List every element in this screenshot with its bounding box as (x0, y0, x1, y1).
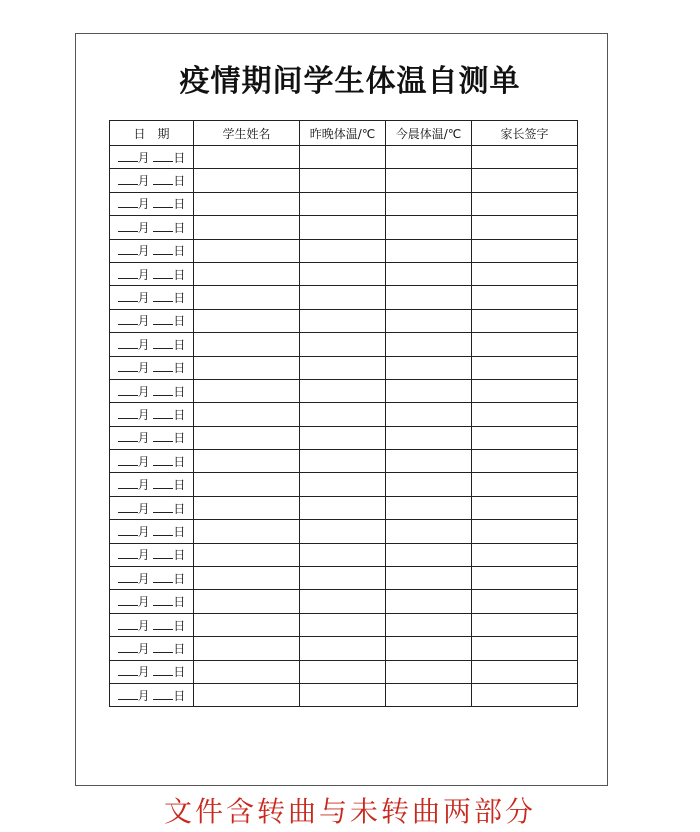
day-blank[interactable] (153, 478, 173, 489)
month-label: 月 (137, 244, 150, 259)
date-cell[interactable] (110, 146, 194, 169)
evening-temp-cell[interactable] (300, 590, 386, 613)
parent-signature-cell[interactable] (472, 403, 578, 426)
table-row (110, 613, 578, 636)
date-cell[interactable] (110, 169, 194, 192)
morning-temp-cell[interactable] (386, 146, 472, 169)
table-row (110, 216, 578, 239)
student-name-cell[interactable] (194, 590, 300, 613)
evening-temp-cell[interactable] (300, 473, 386, 496)
table-row (110, 356, 578, 379)
day-label: 日 (173, 244, 186, 259)
month-blank[interactable] (118, 478, 138, 489)
month-blank[interactable] (118, 314, 138, 325)
day-blank[interactable] (153, 665, 173, 676)
student-name-cell[interactable] (194, 146, 300, 169)
student-name-cell[interactable] (194, 403, 300, 426)
day-label: 日 (173, 197, 186, 212)
date-cell[interactable] (110, 286, 194, 309)
parent-signature-cell[interactable] (472, 379, 578, 402)
table-row (110, 333, 578, 356)
parent-signature-cell[interactable] (472, 333, 578, 356)
date-cell[interactable] (110, 450, 194, 473)
day-blank[interactable] (153, 314, 173, 325)
evening-temp-cell[interactable] (300, 543, 386, 566)
evening-temp-cell[interactable] (300, 637, 386, 660)
month-label: 月 (137, 267, 150, 282)
day-blank[interactable] (153, 619, 173, 630)
student-name-cell[interactable] (194, 450, 300, 473)
morning-temp-cell[interactable] (386, 356, 472, 379)
morning-temp-cell[interactable] (386, 590, 472, 613)
day-label: 日 (173, 641, 186, 656)
month-blank[interactable] (118, 221, 138, 232)
evening-temp-cell[interactable] (300, 379, 386, 402)
evening-temp-cell[interactable] (300, 683, 386, 706)
date-cell[interactable] (110, 239, 194, 262)
student-name-cell[interactable] (194, 496, 300, 519)
date-cell[interactable] (110, 403, 194, 426)
day-label: 日 (173, 595, 186, 610)
evening-temp-cell[interactable] (300, 192, 386, 215)
student-name-cell[interactable] (194, 660, 300, 683)
month-blank[interactable] (118, 338, 138, 349)
day-label: 日 (173, 501, 186, 516)
day-blank[interactable] (153, 291, 173, 302)
student-name-cell[interactable] (194, 683, 300, 706)
evening-temp-cell[interactable] (300, 567, 386, 590)
student-name-cell[interactable] (194, 473, 300, 496)
day-label: 日 (173, 150, 186, 165)
table-row (110, 683, 578, 706)
day-blank[interactable] (153, 408, 173, 419)
date-cell[interactable] (110, 683, 194, 706)
student-name-cell[interactable] (194, 309, 300, 332)
parent-signature-cell[interactable] (472, 567, 578, 590)
morning-temp-cell[interactable] (386, 520, 472, 543)
morning-temp-cell[interactable] (386, 660, 472, 683)
month-label: 月 (137, 174, 150, 189)
evening-temp-cell[interactable] (300, 286, 386, 309)
student-name-cell[interactable] (194, 520, 300, 543)
parent-signature-cell[interactable] (472, 473, 578, 496)
day-label: 日 (173, 524, 186, 539)
table-row (110, 450, 578, 473)
date-cell[interactable] (110, 356, 194, 379)
month-blank[interactable] (118, 244, 138, 255)
month-blank[interactable] (118, 385, 138, 396)
day-label: 日 (173, 548, 186, 563)
day-blank[interactable] (153, 197, 173, 208)
date-cell[interactable] (110, 473, 194, 496)
morning-temp-cell[interactable] (386, 450, 472, 473)
parent-signature-cell[interactable] (472, 660, 578, 683)
day-blank[interactable] (153, 431, 173, 442)
month-label: 月 (137, 314, 150, 329)
date-cell[interactable] (110, 216, 194, 239)
parent-signature-cell[interactable] (472, 239, 578, 262)
col-header-student-name: 学生姓名 (194, 121, 300, 146)
month-label: 月 (137, 641, 150, 656)
header-row (110, 121, 578, 146)
day-blank[interactable] (153, 361, 173, 372)
month-blank[interactable] (118, 431, 138, 442)
table-row (110, 309, 578, 332)
month-label: 月 (137, 407, 150, 422)
day-blank[interactable] (153, 268, 173, 279)
month-blank[interactable] (118, 619, 138, 630)
table-row (110, 262, 578, 285)
month-label: 月 (137, 291, 150, 306)
parent-signature-cell[interactable] (472, 683, 578, 706)
date-cell[interactable] (110, 543, 194, 566)
day-label: 日 (173, 337, 186, 352)
month-blank[interactable] (118, 455, 138, 466)
month-label: 月 (137, 548, 150, 563)
student-name-cell[interactable] (194, 216, 300, 239)
day-blank[interactable] (153, 385, 173, 396)
table-row (110, 403, 578, 426)
month-blank[interactable] (118, 642, 138, 653)
day-blank[interactable] (153, 572, 173, 583)
morning-temp-cell[interactable] (386, 169, 472, 192)
evening-temp-cell[interactable] (300, 309, 386, 332)
student-name-cell[interactable] (194, 169, 300, 192)
day-blank[interactable] (153, 221, 173, 232)
date-cell[interactable] (110, 262, 194, 285)
day-label: 日 (173, 314, 186, 329)
table-row (110, 520, 578, 543)
col-header-parent-signature: 家长签字 (472, 121, 578, 146)
morning-temp-cell[interactable] (386, 333, 472, 356)
student-name-cell[interactable] (194, 286, 300, 309)
table-row (110, 192, 578, 215)
student-name-cell[interactable] (194, 356, 300, 379)
day-label: 日 (173, 431, 186, 446)
footer-note: 文件含转曲与未转曲两部分 (163, 795, 536, 828)
parent-signature-cell[interactable] (472, 192, 578, 215)
evening-temp-cell[interactable] (300, 146, 386, 169)
evening-temp-cell[interactable] (300, 333, 386, 356)
day-label: 日 (173, 291, 186, 306)
date-cell[interactable] (110, 496, 194, 519)
table-row (110, 496, 578, 519)
month-blank[interactable] (118, 151, 138, 162)
evening-temp-cell[interactable] (300, 169, 386, 192)
student-name-cell[interactable] (194, 239, 300, 262)
parent-signature-cell[interactable] (472, 590, 578, 613)
day-blank[interactable] (153, 502, 173, 513)
day-blank[interactable] (153, 455, 173, 466)
date-cell[interactable] (110, 590, 194, 613)
parent-signature-cell[interactable] (472, 496, 578, 519)
parent-signature-cell[interactable] (472, 169, 578, 192)
day-blank[interactable] (153, 548, 173, 559)
morning-temp-cell[interactable] (386, 403, 472, 426)
month-blank[interactable] (118, 408, 138, 419)
month-label: 月 (137, 361, 150, 376)
table-row (110, 169, 578, 192)
month-blank[interactable] (118, 689, 138, 700)
student-name-cell[interactable] (194, 192, 300, 215)
date-cell[interactable] (110, 333, 194, 356)
table-row (110, 637, 578, 660)
day-blank[interactable] (153, 525, 173, 536)
month-blank[interactable] (118, 548, 138, 559)
parent-signature-cell[interactable] (472, 543, 578, 566)
morning-temp-cell[interactable] (386, 262, 472, 285)
evening-temp-cell[interactable] (300, 403, 386, 426)
parent-signature-cell[interactable] (472, 613, 578, 636)
table-row (110, 426, 578, 449)
month-label: 月 (137, 595, 150, 610)
month-blank[interactable] (118, 268, 138, 279)
month-blank[interactable] (118, 197, 138, 208)
table-row (110, 379, 578, 402)
day-label: 日 (173, 688, 186, 703)
evening-temp-cell[interactable] (300, 239, 386, 262)
col-header-morning-temp: 今晨体温/℃ (386, 121, 472, 146)
evening-temp-cell[interactable] (300, 613, 386, 636)
month-label: 月 (137, 454, 150, 469)
day-blank[interactable] (153, 595, 173, 606)
parent-signature-cell[interactable] (472, 286, 578, 309)
morning-temp-cell[interactable] (386, 379, 472, 402)
student-name-cell[interactable] (194, 333, 300, 356)
morning-temp-cell[interactable] (386, 496, 472, 519)
table-row (110, 286, 578, 309)
day-label: 日 (173, 618, 186, 633)
parent-signature-cell[interactable] (472, 637, 578, 660)
student-name-cell[interactable] (194, 379, 300, 402)
col-header-date: 日 期 (110, 121, 194, 146)
month-blank[interactable] (118, 572, 138, 583)
student-name-cell[interactable] (194, 543, 300, 566)
morning-temp-cell[interactable] (386, 426, 472, 449)
date-cell[interactable] (110, 309, 194, 332)
table-row (110, 660, 578, 683)
morning-temp-cell[interactable] (386, 309, 472, 332)
morning-temp-cell[interactable] (386, 613, 472, 636)
table-row (110, 543, 578, 566)
day-blank[interactable] (153, 689, 173, 700)
day-label: 日 (173, 384, 186, 399)
month-label: 月 (137, 501, 150, 516)
date-cell[interactable] (110, 567, 194, 590)
month-label: 月 (137, 220, 150, 235)
morning-temp-cell[interactable] (386, 683, 472, 706)
month-blank[interactable] (118, 502, 138, 513)
morning-temp-cell[interactable] (386, 192, 472, 215)
day-blank[interactable] (153, 338, 173, 349)
parent-signature-cell[interactable] (472, 309, 578, 332)
morning-temp-cell[interactable] (386, 216, 472, 239)
evening-temp-cell[interactable] (300, 262, 386, 285)
evening-temp-cell[interactable] (300, 356, 386, 379)
date-cell[interactable] (110, 379, 194, 402)
date-cell[interactable] (110, 660, 194, 683)
day-blank[interactable] (153, 244, 173, 255)
month-label: 月 (137, 431, 150, 446)
table-row (110, 473, 578, 496)
form-title: 疫情期间学生体温自测单 (179, 64, 521, 99)
day-blank[interactable] (153, 151, 173, 162)
day-blank[interactable] (153, 174, 173, 185)
month-label: 月 (137, 478, 150, 493)
parent-signature-cell[interactable] (472, 450, 578, 473)
month-label: 月 (137, 384, 150, 399)
student-name-cell[interactable] (194, 426, 300, 449)
month-blank[interactable] (118, 361, 138, 372)
col-header-evening-temp: 昨晚体温/℃ (300, 121, 386, 146)
month-blank[interactable] (118, 595, 138, 606)
morning-temp-cell[interactable] (386, 543, 472, 566)
day-label: 日 (173, 571, 186, 586)
month-label: 月 (137, 665, 150, 680)
month-blank[interactable] (118, 665, 138, 676)
morning-temp-cell[interactable] (386, 286, 472, 309)
date-cell[interactable] (110, 192, 194, 215)
day-blank[interactable] (153, 642, 173, 653)
parent-signature-cell[interactable] (472, 426, 578, 449)
table-row (110, 567, 578, 590)
day-label: 日 (173, 220, 186, 235)
morning-temp-cell[interactable] (386, 567, 472, 590)
date-cell[interactable] (110, 637, 194, 660)
evening-temp-cell[interactable] (300, 520, 386, 543)
student-name-cell[interactable] (194, 637, 300, 660)
evening-temp-cell[interactable] (300, 216, 386, 239)
temperature-table (109, 120, 578, 707)
day-label: 日 (173, 267, 186, 282)
month-label: 月 (137, 150, 150, 165)
day-label: 日 (173, 665, 186, 680)
parent-signature-cell[interactable] (472, 520, 578, 543)
evening-temp-cell[interactable] (300, 660, 386, 683)
month-label: 月 (137, 524, 150, 539)
parent-signature-cell[interactable] (472, 146, 578, 169)
morning-temp-cell[interactable] (386, 473, 472, 496)
day-label: 日 (173, 478, 186, 493)
day-label: 日 (173, 361, 186, 376)
date-cell[interactable] (110, 613, 194, 636)
parent-signature-cell[interactable] (472, 262, 578, 285)
month-label: 月 (137, 571, 150, 586)
month-blank[interactable] (118, 291, 138, 302)
month-label: 月 (137, 618, 150, 633)
student-name-cell[interactable] (194, 567, 300, 590)
evening-temp-cell[interactable] (300, 496, 386, 519)
table-row (110, 146, 578, 169)
evening-temp-cell[interactable] (300, 450, 386, 473)
month-label: 月 (137, 337, 150, 352)
day-label: 日 (173, 174, 186, 189)
parent-signature-cell[interactable] (472, 356, 578, 379)
morning-temp-cell[interactable] (386, 637, 472, 660)
day-label: 日 (173, 454, 186, 469)
day-label: 日 (173, 407, 186, 422)
month-blank[interactable] (118, 174, 138, 185)
table-row (110, 239, 578, 262)
student-name-cell[interactable] (194, 262, 300, 285)
student-name-cell[interactable] (194, 613, 300, 636)
month-blank[interactable] (118, 525, 138, 536)
date-cell[interactable] (110, 426, 194, 449)
date-cell[interactable] (110, 520, 194, 543)
morning-temp-cell[interactable] (386, 239, 472, 262)
month-label: 月 (137, 197, 150, 212)
parent-signature-cell[interactable] (472, 216, 578, 239)
table-row (110, 590, 578, 613)
month-label: 月 (137, 688, 150, 703)
evening-temp-cell[interactable] (300, 426, 386, 449)
